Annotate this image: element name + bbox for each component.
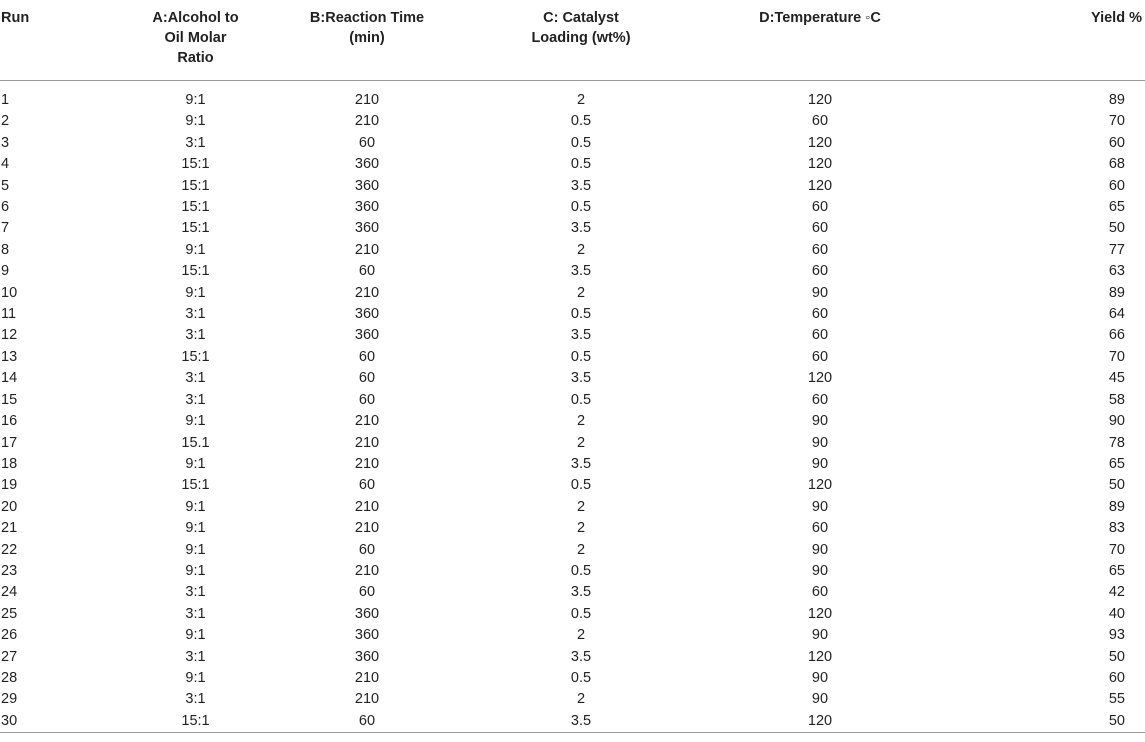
cell-catalyst-loading: 2 (576, 413, 586, 430)
table-row (0, 111, 1145, 132)
header-row (0, 0, 1145, 81)
cell-temperature: 90 (811, 541, 829, 558)
table-header (0, 0, 1145, 81)
cell-alcohol-oil-ratio: 15:1 (181, 156, 210, 173)
cell-yield: 78 (1108, 434, 1125, 451)
cell-yield: 65 (1108, 562, 1125, 579)
cell-alcohol-oil-ratio: 9:1 (185, 520, 206, 537)
table-row (0, 497, 1145, 518)
cell-reaction-time: 60 (358, 477, 376, 494)
cell-temperature: 90 (811, 434, 829, 451)
cell-reaction-time: 360 (354, 199, 380, 216)
cell-reaction-time: 60 (358, 584, 376, 601)
cell-temperature: 90 (811, 455, 829, 472)
cell-reaction-time: 60 (358, 348, 376, 365)
cell-temperature: 90 (811, 562, 829, 579)
cell-alcohol-oil-ratio: 9:1 (185, 455, 206, 472)
cell-alcohol-oil-ratio: 15:1 (181, 177, 210, 194)
cell-yield: 93 (1108, 627, 1125, 644)
cell-catalyst-loading: 3.5 (570, 177, 592, 194)
cell-run: 26 (1, 627, 18, 644)
cell-alcohol-oil-ratio: 9:1 (185, 498, 206, 515)
cell-alcohol-oil-ratio: 9:1 (185, 113, 206, 130)
cell-yield: 77 (1108, 241, 1125, 258)
cell-catalyst-loading: 0.5 (570, 306, 592, 323)
cell-run: 27 (1, 648, 18, 665)
cell-catalyst-loading: 0.5 (570, 605, 592, 622)
column-header-catalyst-loading: C: Catalyst Loading (wt%) (461, 0, 701, 81)
cell-temperature: 120 (807, 134, 833, 151)
cell-yield: 89 (1108, 498, 1125, 515)
cell-catalyst-loading: 3.5 (570, 455, 592, 472)
cell-yield: 64 (1108, 306, 1125, 323)
cell-temperature: 60 (811, 584, 829, 601)
column-header-yield: Yield % (939, 0, 1145, 81)
cell-catalyst-loading: 2 (576, 498, 586, 515)
cell-catalyst-loading: 3.5 (570, 263, 592, 280)
cell-reaction-time: 60 (358, 370, 376, 387)
table-row (0, 133, 1145, 154)
cell-reaction-time: 360 (354, 220, 380, 237)
cell-catalyst-loading: 0.5 (570, 391, 592, 408)
cell-catalyst-loading: 2 (576, 284, 586, 301)
cell-alcohol-oil-ratio: 15.1 (181, 434, 210, 451)
column-header-alcohol-oil-ratio: A:Alcohol to Oil Molar Ratio (118, 0, 273, 81)
cell-yield: 55 (1108, 691, 1125, 708)
cell-yield: 50 (1108, 477, 1125, 494)
cell-catalyst-loading: 3.5 (570, 220, 592, 237)
table-row (0, 90, 1145, 111)
cell-reaction-time: 60 (358, 541, 376, 558)
cell-alcohol-oil-ratio: 15:1 (181, 348, 210, 365)
table-row (0, 433, 1145, 454)
cell-temperature: 90 (811, 498, 829, 515)
cell-yield: 60 (1108, 134, 1125, 151)
table-row (0, 154, 1145, 175)
table-body (0, 81, 1145, 733)
cell-reaction-time: 210 (354, 562, 380, 579)
table-row (0, 540, 1145, 561)
cell-reaction-time: 210 (354, 455, 380, 472)
cell-alcohol-oil-ratio: 15:1 (181, 220, 210, 237)
cell-yield: 50 (1108, 220, 1125, 237)
cell-alcohol-oil-ratio: 9:1 (185, 541, 206, 558)
cell-temperature: 120 (807, 370, 833, 387)
cell-reaction-time: 360 (354, 605, 380, 622)
table-row (0, 668, 1145, 689)
cell-run: 30 (0, 711, 118, 733)
cell-yield: 65 (1108, 455, 1125, 472)
cell-yield: 70 (1108, 348, 1125, 365)
cell-run: 22 (1, 541, 18, 558)
cell-reaction-time: 210 (354, 413, 380, 430)
cell-reaction-time: 210 (354, 284, 380, 301)
cell-alcohol-oil-ratio: 3:1 (185, 370, 206, 387)
cell-yield: 89 (1108, 92, 1125, 108)
cell-reaction-time: 360 (354, 156, 380, 173)
cell-temperature: 90 (811, 284, 829, 301)
cell-run: 17 (1, 434, 18, 451)
cell-reaction-time: 210 (354, 520, 380, 537)
table-row (0, 197, 1145, 218)
cell-catalyst-loading: 0.5 (570, 669, 592, 686)
cell-reaction-time: 210 (354, 241, 380, 258)
cell-temperature: 60 (811, 520, 829, 537)
cell-catalyst-loading: 3.5 (570, 370, 592, 387)
cell-catalyst-loading: 2 (576, 691, 586, 708)
cell-reaction-time: 60 (358, 263, 376, 280)
cell-catalyst-loading: 2 (576, 241, 586, 258)
column-header-temperature: D:Temperature ◦C (701, 0, 939, 81)
cell-run: 25 (1, 605, 18, 622)
cell-run: 2 (1, 113, 10, 130)
cell-catalyst-loading: 0.5 (570, 477, 592, 494)
cell-yield: 89 (1108, 284, 1125, 301)
cell-yield: 50 (1108, 648, 1125, 665)
cell-catalyst-loading: 0.5 (570, 113, 592, 130)
table-row (0, 582, 1145, 603)
cell-yield: 60 (1108, 669, 1125, 686)
cell-reaction-time: 210 (354, 92, 380, 108)
cell-yield: 42 (1108, 584, 1125, 601)
cell-run: 16 (1, 413, 18, 430)
cell-temperature: 90 (811, 627, 829, 644)
cell-reaction-time: 360 (354, 648, 380, 665)
cell-yield: 70 (1108, 541, 1125, 558)
cell-catalyst-loading: 3.5 (570, 648, 592, 665)
cell-reaction-time: 360 (354, 177, 380, 194)
cell-alcohol-oil-ratio: 15:1 (181, 199, 210, 216)
cell-yield: 50 (939, 711, 1145, 733)
cell-catalyst-loading: 2 (576, 520, 586, 537)
table-row (0, 411, 1145, 432)
cell-catalyst-loading: 2 (576, 627, 586, 644)
cell-catalyst-loading: 0.5 (570, 199, 592, 216)
cell-run: 5 (1, 177, 10, 194)
cell-run: 23 (1, 562, 18, 579)
cell-run: 9 (1, 263, 10, 280)
table-row (0, 475, 1145, 496)
cell-temperature: 60 (811, 306, 829, 323)
cell-temperature: 60 (811, 220, 829, 237)
cell-alcohol-oil-ratio: 9:1 (185, 669, 206, 686)
column-header-reaction-time: B:Reaction Time (min) (273, 0, 461, 81)
table-row (0, 325, 1145, 346)
table-row (0, 390, 1145, 411)
cell-yield: 45 (1108, 370, 1125, 387)
cell-run: 24 (1, 584, 18, 601)
cell-reaction-time: 360 (354, 627, 380, 644)
table-row (0, 240, 1145, 261)
cell-run: 19 (1, 477, 18, 494)
cell-temperature: 90 (811, 669, 829, 686)
table-row (0, 368, 1145, 389)
table-row (0, 604, 1145, 625)
cell-run: 29 (1, 691, 18, 708)
cell-alcohol-oil-ratio: 9:1 (185, 241, 206, 258)
cell-temperature: 60 (811, 199, 829, 216)
cell-run: 20 (1, 498, 18, 515)
cell-run: 7 (1, 220, 10, 237)
cell-run: 28 (1, 669, 18, 686)
table-row (0, 347, 1145, 368)
cell-temperature: 120 (807, 92, 833, 108)
cell-reaction-time: 210 (354, 113, 380, 130)
cell-temperature: 60 (811, 391, 829, 408)
cell-yield: 58 (1108, 391, 1125, 408)
table-row (0, 711, 1145, 733)
cell-alcohol-oil-ratio: 9:1 (185, 562, 206, 579)
table-row (0, 261, 1145, 282)
cell-catalyst-loading: 0.5 (570, 156, 592, 173)
cell-run: 15 (1, 391, 18, 408)
cell-alcohol-oil-ratio: 9:1 (185, 627, 206, 644)
header-spacer (0, 81, 1145, 91)
cell-alcohol-oil-ratio: 3:1 (185, 327, 206, 344)
cell-alcohol-oil-ratio: 3:1 (185, 306, 206, 323)
cell-run: 11 (1, 306, 17, 323)
cell-catalyst-loading: 2 (576, 434, 586, 451)
cell-yield: 66 (1108, 327, 1125, 344)
cell-reaction-time: 360 (354, 327, 380, 344)
cell-temperature: 120 (701, 711, 939, 733)
cell-yield: 63 (1108, 263, 1125, 280)
table-row (0, 689, 1145, 710)
table-row (0, 518, 1145, 539)
cell-alcohol-oil-ratio: 9:1 (185, 92, 206, 108)
cell-reaction-time: 60 (358, 391, 376, 408)
cell-reaction-time: 360 (354, 306, 380, 323)
cell-yield: 40 (1108, 605, 1125, 622)
table-row (0, 218, 1145, 239)
cell-reaction-time: 60 (273, 711, 461, 733)
cell-alcohol-oil-ratio: 9:1 (185, 284, 206, 301)
cell-run: 4 (1, 156, 10, 173)
cell-run: 10 (1, 284, 18, 301)
cell-run: 8 (1, 241, 10, 258)
cell-temperature: 120 (807, 605, 833, 622)
cell-alcohol-oil-ratio: 15:1 (181, 263, 210, 280)
table-row (0, 176, 1145, 197)
table-row (0, 561, 1145, 582)
cell-reaction-time: 210 (354, 691, 380, 708)
table-row (0, 454, 1145, 475)
cell-alcohol-oil-ratio: 15:1 (118, 711, 273, 733)
cell-run: 21 (1, 520, 18, 537)
cell-temperature: 90 (811, 691, 829, 708)
cell-catalyst-loading: 3.5 (461, 711, 701, 733)
cell-run: 14 (1, 370, 18, 387)
cell-temperature: 60 (811, 241, 829, 258)
cell-yield: 83 (1108, 520, 1125, 537)
cell-catalyst-loading: 0.5 (570, 562, 592, 579)
cell-run: 3 (1, 134, 10, 151)
cell-catalyst-loading: 3.5 (570, 327, 592, 344)
cell-run: 6 (1, 199, 10, 216)
cell-alcohol-oil-ratio: 15:1 (181, 477, 210, 494)
cell-temperature: 120 (807, 177, 833, 194)
cell-catalyst-loading: 0.5 (570, 134, 592, 151)
cell-alcohol-oil-ratio: 3:1 (185, 134, 206, 151)
cell-yield: 70 (1108, 113, 1125, 130)
cell-alcohol-oil-ratio: 3:1 (185, 605, 206, 622)
table-row (0, 647, 1145, 668)
cell-alcohol-oil-ratio: 9:1 (185, 413, 206, 430)
cell-yield: 68 (1108, 156, 1125, 173)
cell-reaction-time: 210 (354, 434, 380, 451)
table-row (0, 625, 1145, 646)
cell-temperature: 60 (811, 327, 829, 344)
cell-run: 12 (1, 327, 18, 344)
cell-alcohol-oil-ratio: 3:1 (185, 391, 206, 408)
cell-run: 18 (1, 455, 18, 472)
cell-run: 13 (1, 348, 18, 365)
cell-temperature: 60 (811, 113, 829, 130)
table-row (0, 304, 1145, 325)
cell-temperature: 90 (811, 413, 829, 430)
cell-temperature: 60 (811, 263, 829, 280)
cell-run: 1 (1, 92, 10, 108)
cell-catalyst-loading: 2 (576, 541, 586, 558)
cell-temperature: 60 (811, 348, 829, 365)
cell-temperature: 120 (807, 156, 833, 173)
cell-yield: 60 (1108, 177, 1125, 194)
cell-alcohol-oil-ratio: 3:1 (185, 648, 206, 665)
cell-catalyst-loading: 0.5 (570, 348, 592, 365)
cell-reaction-time: 210 (354, 669, 380, 686)
cell-yield: 90 (1108, 413, 1125, 430)
cell-catalyst-loading: 2 (576, 92, 586, 108)
cell-temperature: 120 (807, 477, 833, 494)
cell-temperature: 120 (807, 648, 833, 665)
cell-yield: 65 (1108, 199, 1125, 216)
cell-reaction-time: 60 (358, 134, 376, 151)
table-row (0, 283, 1145, 304)
cell-alcohol-oil-ratio: 3:1 (185, 691, 206, 708)
cell-catalyst-loading: 3.5 (570, 584, 592, 601)
column-header-run: Run (0, 0, 118, 81)
cell-reaction-time: 210 (354, 498, 380, 515)
cell-alcohol-oil-ratio: 3:1 (185, 584, 206, 601)
